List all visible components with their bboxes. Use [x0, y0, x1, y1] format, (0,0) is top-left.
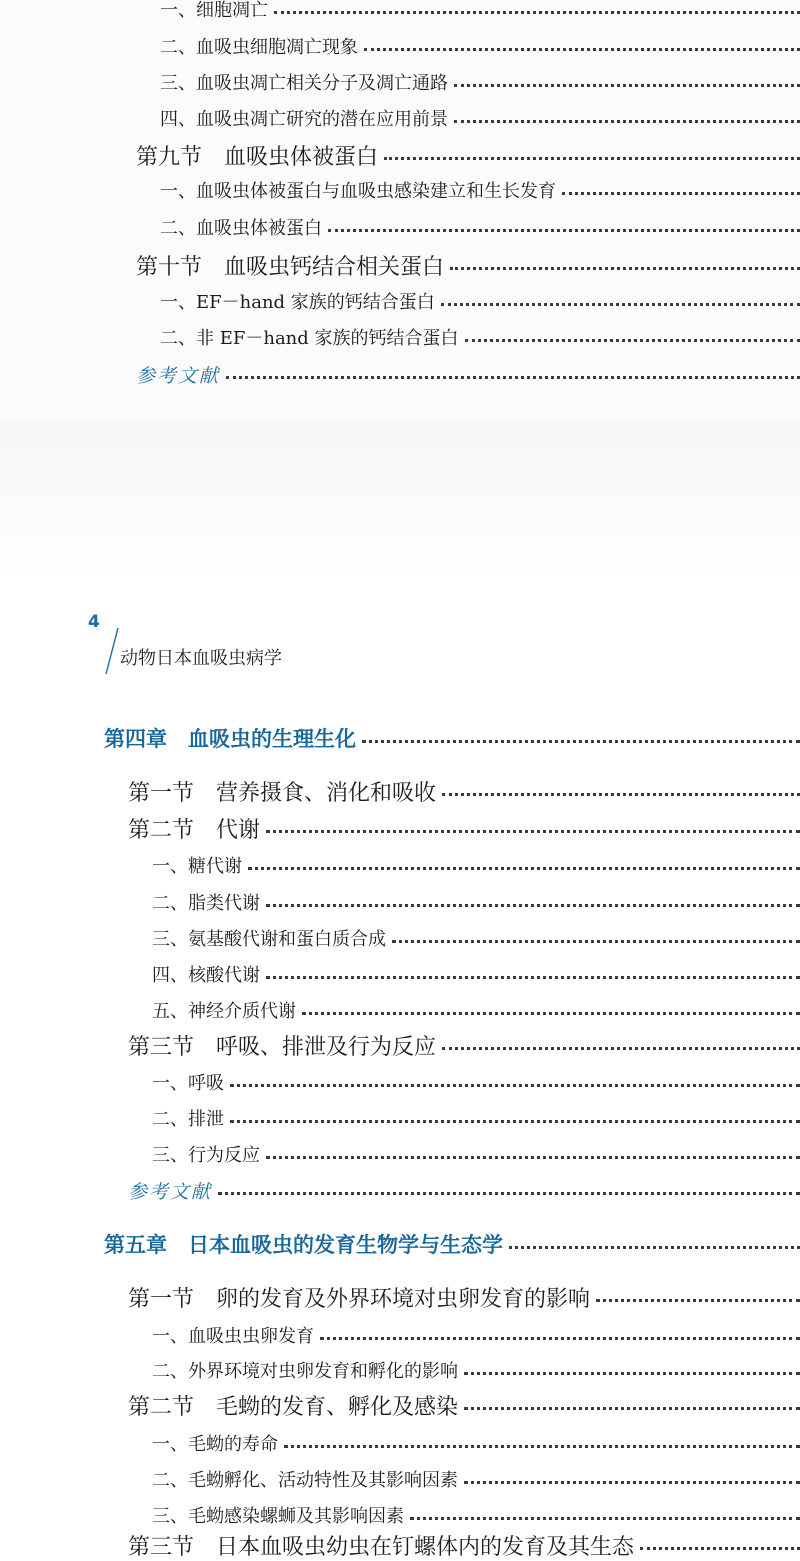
page-gap: [0, 420, 800, 580]
dot-leader: [384, 157, 800, 160]
dot-leader: [464, 1481, 800, 1484]
dot-leader: [442, 1047, 800, 1050]
toc-entry: [160, 324, 800, 350]
toc-entry: [152, 925, 800, 951]
dot-leader: [266, 1156, 800, 1159]
dot-leader: [640, 1547, 800, 1550]
toc-entry: [160, 105, 800, 131]
toc-entry: [152, 1069, 800, 1095]
toc-entry-text: 第二节 代谢: [128, 818, 261, 843]
dot-leader: [302, 1012, 800, 1015]
dot-leader: [562, 192, 800, 195]
toc-entry-text: 一、血吸虫体被蛋白与血吸虫感染建立和生长发育: [160, 181, 556, 202]
toc-entry: [152, 961, 800, 987]
toc-entry-text: 二、外界环境对虫卵发育和孵化的影响: [152, 1361, 458, 1382]
dot-leader: [450, 267, 800, 270]
book-title: 动物日本血吸虫病学: [120, 648, 282, 669]
dot-leader: [465, 339, 800, 342]
dot-leader: [454, 84, 800, 87]
toc-entry-text: 一、毛蚴的寿命: [152, 1434, 278, 1455]
toc-entry-text: 三、行为反应: [152, 1145, 260, 1166]
dot-leader: [226, 376, 800, 379]
previous-page: [0, 0, 800, 420]
toc-entry-text: 二、脂类代谢: [152, 893, 260, 914]
toc-entry-text: 第一节 卵的发育及外界环境对虫卵发育的影响: [128, 1287, 591, 1312]
dot-leader: [509, 1246, 800, 1249]
dot-leader: [464, 1372, 800, 1375]
dot-leader: [230, 1084, 800, 1087]
toc-entry: [152, 1430, 800, 1456]
toc-entry-text: 第三节 日本血吸虫幼虫在钉螺体内的发育及其生态: [128, 1535, 635, 1560]
toc-entry-text: 二、毛蚴孵化、活动特性及其影响因素: [152, 1470, 458, 1491]
dot-leader: [328, 229, 800, 232]
toc-chapter: [104, 723, 800, 753]
toc-section: [128, 813, 800, 844]
dot-leader: [230, 1120, 800, 1123]
toc-entry: [152, 1322, 800, 1348]
dot-leader: [248, 867, 800, 870]
toc-entry-text: 二、血吸虫体被蛋白: [160, 218, 322, 239]
toc-entry-text: 第二节 毛蚴的发育、孵化及感染: [128, 1395, 459, 1420]
toc-entry: [152, 1105, 800, 1131]
toc-entry-text: 一、呼吸: [152, 1073, 224, 1094]
toc-entry-text: 一、EF－hand 家族的钙结合蛋白: [160, 292, 435, 313]
page-number: 4: [88, 612, 100, 632]
dot-leader: [442, 793, 800, 796]
dot-leader: [266, 904, 800, 907]
toc-section: [136, 140, 800, 171]
toc-entry-text: 一、糖代谢: [152, 856, 242, 877]
dot-leader: [441, 303, 800, 306]
toc-entry-text: 一、血吸虫虫卵发育: [152, 1326, 314, 1347]
dot-leader: [596, 1299, 800, 1302]
dot-leader: [464, 1407, 800, 1410]
dot-leader: [392, 940, 800, 943]
toc-section: [128, 776, 800, 807]
toc-section: [136, 250, 800, 281]
toc-entry-text: 三、血吸虫凋亡相关分子及凋亡通路: [160, 73, 448, 94]
dot-leader: [266, 830, 800, 833]
toc-references: [128, 1177, 800, 1204]
toc-chapter: [104, 1229, 800, 1259]
toc-entry: [152, 1357, 800, 1383]
toc-entry: [152, 889, 800, 915]
toc-entry: [160, 0, 800, 22]
toc-entry: [152, 1141, 800, 1167]
toc-entry-text: 一、细胞凋亡: [160, 0, 268, 21]
toc-entry: [160, 214, 800, 240]
toc-entry-text: 三、氨基酸代谢和蛋白质合成: [152, 929, 386, 950]
dot-leader: [410, 1517, 800, 1520]
toc-entry: [152, 852, 800, 878]
dot-leader: [274, 11, 800, 14]
toc-entry-text: 参考文献: [136, 365, 221, 387]
toc-entry-text: 二、血吸虫细胞凋亡现象: [160, 37, 358, 58]
toc-entry: [160, 177, 800, 203]
toc-entry: [152, 997, 800, 1023]
toc-entry-text: 二、非 EF－hand 家族的钙结合蛋白: [160, 328, 459, 349]
toc-entry: [152, 1466, 800, 1492]
toc-entry-text: 第十节 血吸虫钙结合相关蛋白: [136, 255, 445, 280]
toc-section: [128, 1390, 800, 1421]
toc-entry: [160, 288, 800, 314]
dot-leader: [266, 976, 800, 979]
toc-entry-text: 第九节 血吸虫体被蛋白: [136, 145, 379, 170]
toc-entry-text: 五、神经介质代谢: [152, 1001, 296, 1022]
toc-references: [136, 361, 800, 388]
toc-section: [128, 1282, 800, 1313]
toc-entry-text: 第四章 血吸虫的生理生化: [104, 726, 356, 751]
toc-entry: [160, 33, 800, 59]
toc-entry: [160, 69, 800, 95]
dot-leader: [454, 120, 800, 123]
dot-leader: [218, 1192, 800, 1195]
toc-entry-text: 参考文献: [128, 1181, 213, 1203]
toc-entry: [152, 1502, 800, 1528]
toc-entry-text: 第一节 营养摄食、消化和吸收: [128, 781, 437, 806]
dot-leader: [364, 48, 800, 51]
toc-entry-text: 四、血吸虫凋亡研究的潜在应用前景: [160, 109, 448, 130]
toc-entry-text: 二、排泄: [152, 1109, 224, 1130]
toc-entry-text: 三、毛蚴感染螺蛳及其影响因素: [152, 1506, 404, 1527]
running-head: [88, 612, 388, 692]
toc-entry-text: 第三节 呼吸、排泄及行为反应: [128, 1035, 437, 1060]
dot-leader: [362, 740, 800, 743]
toc-entry-text: 四、核酸代谢: [152, 965, 260, 986]
dot-leader: [320, 1337, 800, 1340]
toc-section: [128, 1030, 800, 1061]
dot-leader: [284, 1445, 800, 1448]
toc-entry-text: 第五章 日本血吸虫的发育生物学与生态学: [104, 1232, 503, 1257]
